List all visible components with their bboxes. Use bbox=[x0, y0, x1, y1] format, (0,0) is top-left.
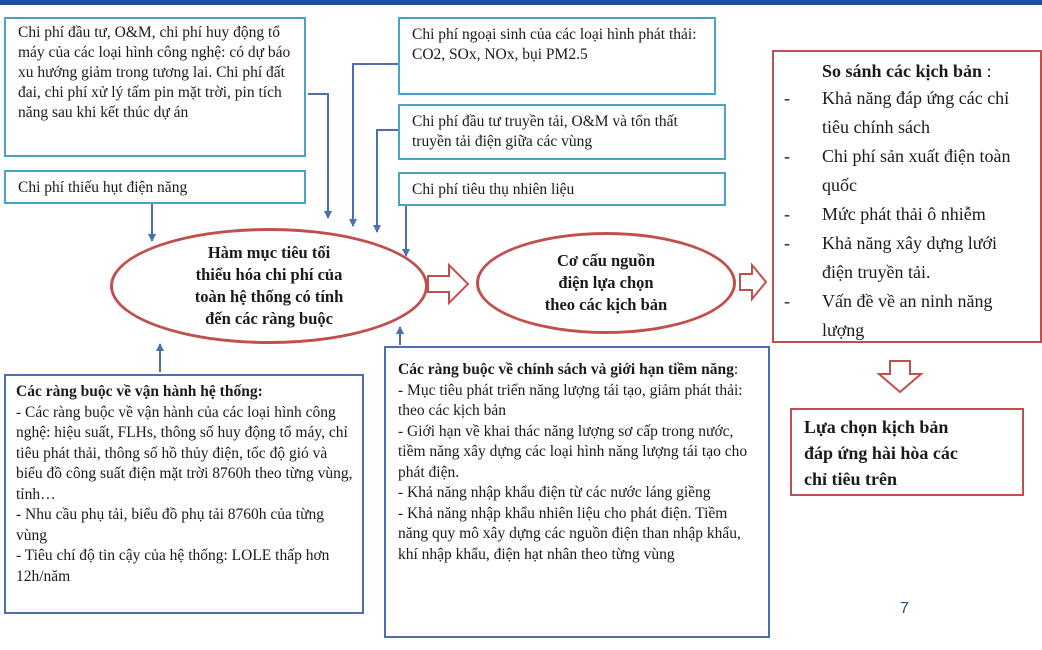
arrow-external-to-objective bbox=[353, 64, 398, 226]
scenario-selection-box bbox=[790, 408, 1024, 496]
comparison-title-colon: : bbox=[986, 61, 992, 81]
operation-constraints-box bbox=[4, 374, 364, 614]
scenario-comparison-box bbox=[772, 50, 1042, 343]
external-costs-box bbox=[398, 17, 716, 95]
objective-line-4: đến các ràng buộc bbox=[205, 309, 333, 328]
operation-constraint-item: - Các ràng buộc về vận hành của các loại hình công nghệ: hiệu suất, FLHs, thông số huy động tổ máy, chỉ tiêu phát thải, thông số hồ thủy điện, tốc độ gió và biểu đồ công suất điện mặt trời 8760h theo từng vùng, tỉnh… bbox=[16, 403, 353, 503]
transmission-costs-text: Chi phí đầu tư truyền tải, O&M và tổn thất truyền tải điện giữa các vùng bbox=[412, 113, 678, 150]
objective-line-1: Hàm mục tiêu tối bbox=[207, 243, 331, 262]
policy-constraints-box bbox=[384, 346, 770, 638]
objective-line-2: thiểu hóa chi phí của bbox=[195, 265, 343, 284]
hollow-arrow-objective-to-structure bbox=[428, 265, 468, 303]
investment-costs-box bbox=[4, 17, 306, 157]
structure-line-1: Cơ cấu nguồn bbox=[556, 251, 656, 270]
objective-line-3: toàn hệ thống có tính bbox=[194, 287, 344, 306]
comparison-item: - Vấn đề về an ninh năng lượng bbox=[784, 291, 993, 340]
structure-line-2: điện lựa chọn bbox=[558, 273, 654, 292]
comparison-list bbox=[774, 84, 1032, 345]
comparison-item: - Khả năng xây dựng lưới điện truyền tải. bbox=[784, 233, 997, 282]
hollow-arrow-structure-to-comparison bbox=[740, 265, 766, 299]
policy-constraint-item: - Mục tiêu phát triển năng lượng tái tạo, giảm phát thải: theo các kịch bản bbox=[398, 381, 743, 419]
policy-constraints-title: Các ràng buộc về chính sách và giới hạn tiềm năng bbox=[398, 361, 734, 378]
page-number: 7 bbox=[900, 600, 909, 617]
investment-costs-text: Chi phí đầu tư, O&M, chi phí huy động tổ máy của các loại hình công nghệ: có dự báo xu hướng giảm trong tương lai. Chi phí đất đai, chi phí xử lý tấm pin mặt trời, pin tích năng sau khi kết thúc dự án bbox=[18, 24, 291, 121]
structure-line-3: theo các kịch bản bbox=[544, 295, 668, 314]
source-structure-ellipse bbox=[476, 232, 736, 334]
operation-constraint-item: - Nhu cầu phụ tải, biểu đồ phụ tải 8760h của từng vùng bbox=[16, 506, 325, 544]
selection-line-3: chỉ tiêu trên bbox=[804, 469, 897, 489]
policy-constraints-heading bbox=[398, 360, 760, 381]
comparison-item: - Khả năng đáp ứng các chỉ tiêu chính sách bbox=[784, 88, 1010, 137]
shortage-costs-box bbox=[4, 170, 306, 204]
transmission-costs-box bbox=[398, 104, 726, 160]
policy-constraint-item: - Khả năng nhập khẩu điện từ các nước láng giềng bbox=[398, 484, 711, 501]
hollow-arrow-comparison-to-selection bbox=[879, 361, 921, 392]
external-costs-text: Chi phí ngoại sinh của các loại hình phát thải: CO2, SOx, NOx, bụi PM2.5 bbox=[412, 26, 697, 63]
policy-constraints-colon: : bbox=[733, 361, 739, 378]
arrow-transmission-to-objective bbox=[377, 130, 398, 232]
policy-constraint-item: - Khả năng nhập khẩu nhiên liệu cho phát điện. Tiềm năng quy mô xây dựng các nguồn điện than nhập khẩu, khí nhập khẩu, điện hạt nhân theo từng vùng bbox=[398, 504, 741, 563]
operation-constraint-item: - Tiêu chí độ tin cậy của hệ thống: LOLE thấp hơn 12h/năm bbox=[16, 547, 330, 585]
comparison-title: So sánh các kịch bản bbox=[822, 61, 983, 81]
selection-line-1: Lựa chọn kịch bản bbox=[804, 417, 949, 437]
iso-label: ISO 9001:2008 bbox=[888, 0, 956, 7]
fuel-costs-text: Chi phí tiêu thụ nhiên liệu bbox=[412, 181, 575, 198]
shortage-costs-text: Chi phí thiếu hụt điện năng bbox=[18, 179, 188, 196]
fuel-costs-box bbox=[398, 172, 726, 206]
comparison-item: - Chi phí sản xuất điện toàn quốc bbox=[784, 146, 1011, 195]
operation-constraints-title: Các ràng buộc về vận hành hệ thống: bbox=[16, 383, 263, 400]
arrow-investment-to-objective bbox=[308, 94, 328, 218]
objective-function-ellipse bbox=[110, 228, 428, 344]
comparison-item: - Mức phát thải ô nhiễm bbox=[784, 204, 986, 224]
selection-line-2: đáp ứng hài hòa các bbox=[804, 443, 958, 463]
policy-constraint-item: - Giới hạn về khai thác năng lượng sơ cấp trong nước, tiềm năng xây dựng các loại hình năng lượng tái tạo cho phát điện. bbox=[398, 422, 748, 481]
